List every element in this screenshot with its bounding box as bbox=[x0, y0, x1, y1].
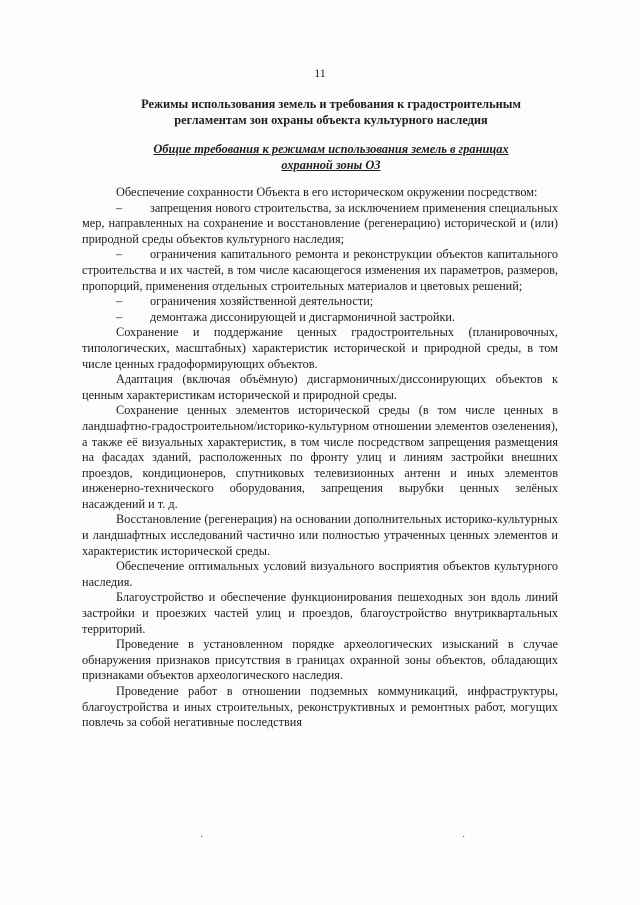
dash-marker: – bbox=[116, 294, 123, 309]
list-item bbox=[82, 201, 558, 248]
paragraph: Сохранение и поддержание ценных градостроительных (планировочных, типологических, масштабных) характеристик исторической и природной среды, в том числе ценных градоформирующих объектов. bbox=[82, 325, 558, 371]
document-body bbox=[82, 185, 558, 731]
dash-marker: – bbox=[116, 200, 123, 215]
scan-artifact: · bbox=[462, 832, 466, 843]
paragraph: Сохранение ценных элементов исторической среды (в том числе ценных в ландшафтно-градостроительном/историко-культурном отношении элементов озеленения), а также её визуальных характеристик, в том числе посредством запрещения размещения на фасадах зданий, расположенных по фронту улиц и линиям застройки внешних проездов, кондиционеров, спутниковых телевизионных антенн и иных элементов инженерно-технического оборудования, запрещения вырубки ценных зелёных насаждений и т. д. bbox=[82, 403, 558, 511]
subtitle-line: охранной зоны ОЗ bbox=[281, 158, 381, 172]
title-line: Режимы использования земель и требования к градостроительным bbox=[141, 97, 521, 111]
paragraph: Адаптация (включая объёмную) дисгармоничных/диссонирующих объектов к ценным характеристикам исторической и природной среды. bbox=[82, 372, 558, 402]
page-number: 11 bbox=[314, 66, 326, 80]
title-line: регламентам зон охраны объекта культурного наследия bbox=[174, 113, 488, 127]
list-item bbox=[82, 294, 558, 310]
paragraph: Благоустройство и обеспечение функционирования пешеходных зон вдоль линий застройки и проезжих частей улиц и проездов, благоустройство внутриквартальных территорий. bbox=[82, 590, 558, 636]
paragraph: Обеспечение сохранности Объекта в его историческом окружении посредством: bbox=[116, 185, 538, 199]
list-item-text: запрещения нового строительства, за исключением применения специальных мер, направленных на сохранение и восстановление (регенерацию) исторической и (или) природной среды объектов культурного наследия; bbox=[82, 200, 558, 246]
paragraph: Восстановление (регенерация) на основании дополнительных историко-культурных и ландшафтных исследований частично или полностью утраченных ценных элементов и характеристик исторической среды. bbox=[82, 512, 558, 558]
paragraph: Проведение в установленном порядке археологических изысканий в случае обнаружения признаков присутствия в границах охранной зоны объектов, обладающих признаками объектов археологического наследия. bbox=[82, 637, 558, 683]
list-item-text: демонтажа диссонирующей и дисгармоничной застройки. bbox=[150, 309, 456, 324]
page-title bbox=[96, 96, 566, 128]
list-item-text: ограничения капитального ремонта и реконструкции объектов капитального строительства и их частей, в том числе касающегося изменения их параметров, размеров, пропорций, применения отдельных строительных материалов и цветовых решений; bbox=[82, 247, 558, 293]
dash-marker: – bbox=[116, 247, 123, 262]
section-subtitle bbox=[110, 141, 552, 173]
list-item bbox=[82, 310, 558, 326]
dash-marker: – bbox=[116, 309, 123, 324]
paragraph: Проведение работ в отношении подземных коммуникаций, инфраструктуры, благоустройства и иных строительных, реконструктивных и ремонтных работ, могущих повлечь за собой негативные последствия bbox=[82, 684, 558, 730]
list-item bbox=[82, 247, 558, 294]
list-item-text: ограничения хозяйственной деятельности; bbox=[150, 294, 374, 309]
paragraph: Обеспечение оптимальных условий визуального восприятия объектов культурного наследия. bbox=[82, 559, 558, 589]
scan-artifact: · bbox=[200, 832, 204, 843]
subtitle-line: Общие требования к режимам использования земель в границах bbox=[153, 142, 509, 156]
